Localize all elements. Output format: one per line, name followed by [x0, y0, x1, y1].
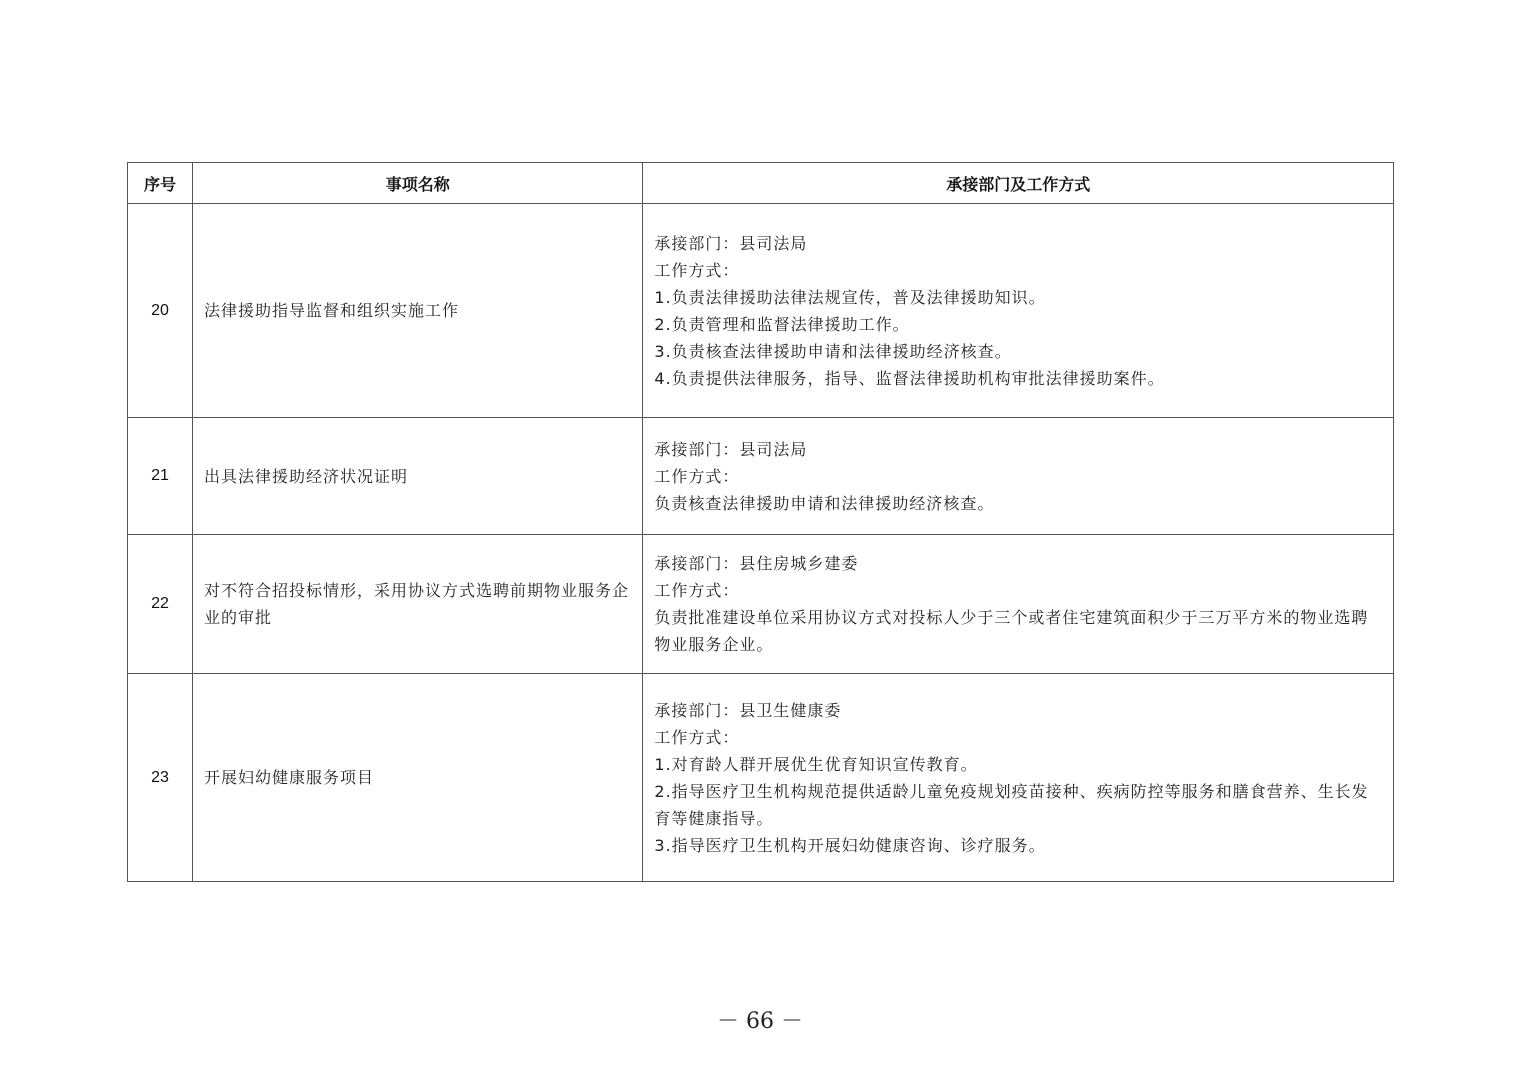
method-item: 4.负责提供法律服务，指导、监督法律援助机构审批法律援助案件。: [654, 368, 1165, 388]
row-item-name: 对不符合招投标情形，采用协议方式选聘前期物业服务企业的审批: [193, 535, 643, 674]
method-item: 1.负责法律援助法律法规宣传，普及法律援助知识。: [654, 287, 1046, 307]
table-row: [128, 535, 1394, 674]
items-table: [127, 162, 1394, 882]
row-number: 21: [128, 418, 193, 535]
table-row: [128, 674, 1394, 882]
method-item: 2.指导医疗卫生机构规范提供适龄儿童免疫规划疫苗接种、疾病防控等服务和膳食营养、生长发育等健康指导。: [654, 781, 1369, 828]
method-label: 工作方式：: [654, 260, 740, 280]
method-label: 工作方式：: [654, 581, 740, 600]
department-line: 承接部门：县卫生健康委: [654, 700, 842, 720]
row-department-method: [643, 674, 1394, 882]
method-item: 负责核查法律援助申请和法律援助经济核查。: [654, 493, 995, 513]
department-line: 承接部门：县司法局: [654, 233, 808, 253]
department-line: 承接部门：县司法局: [654, 439, 808, 459]
department-line: 承接部门：县住房城乡建委: [654, 554, 859, 573]
row-department-method: [643, 535, 1394, 674]
row-number: 20: [128, 204, 193, 418]
row-department-method: [643, 418, 1394, 535]
method-label: 工作方式：: [654, 727, 740, 747]
row-item-name: 开展妇幼健康服务项目: [193, 674, 643, 882]
row-item-name: 法律援助指导监督和组织实施工作: [193, 204, 643, 418]
page-number: － 66 －: [717, 1009, 803, 1034]
table-row: [128, 204, 1394, 418]
header-number: 序号: [128, 163, 193, 204]
method-item: 1.对育龄人群开展优生优育知识宣传教育。: [654, 754, 978, 774]
row-department-method: [643, 204, 1394, 418]
method-item: 3.负责核查法律援助申请和法律援助经济核查。: [654, 341, 1012, 361]
table-row: [128, 418, 1394, 535]
table-header-row: [128, 163, 1394, 204]
header-item-name: 事项名称: [193, 163, 643, 204]
header-department-method: 承接部门及工作方式: [643, 163, 1394, 204]
method-item: 3.指导医疗卫生机构开展妇幼健康咨询、诊疗服务。: [654, 835, 1046, 855]
method-item: 2.负责管理和监督法律援助工作。: [654, 314, 910, 334]
row-number: 22: [128, 535, 193, 674]
method-label: 工作方式：: [654, 466, 740, 486]
row-number: 23: [128, 674, 193, 882]
method-item: 负责批准建设单位采用协议方式对投标人少于三个或者住宅建筑面积少于三万平方米的物业选聘物业服务企业。: [654, 608, 1369, 654]
row-item-name: 出具法律援助经济状况证明: [193, 418, 643, 535]
